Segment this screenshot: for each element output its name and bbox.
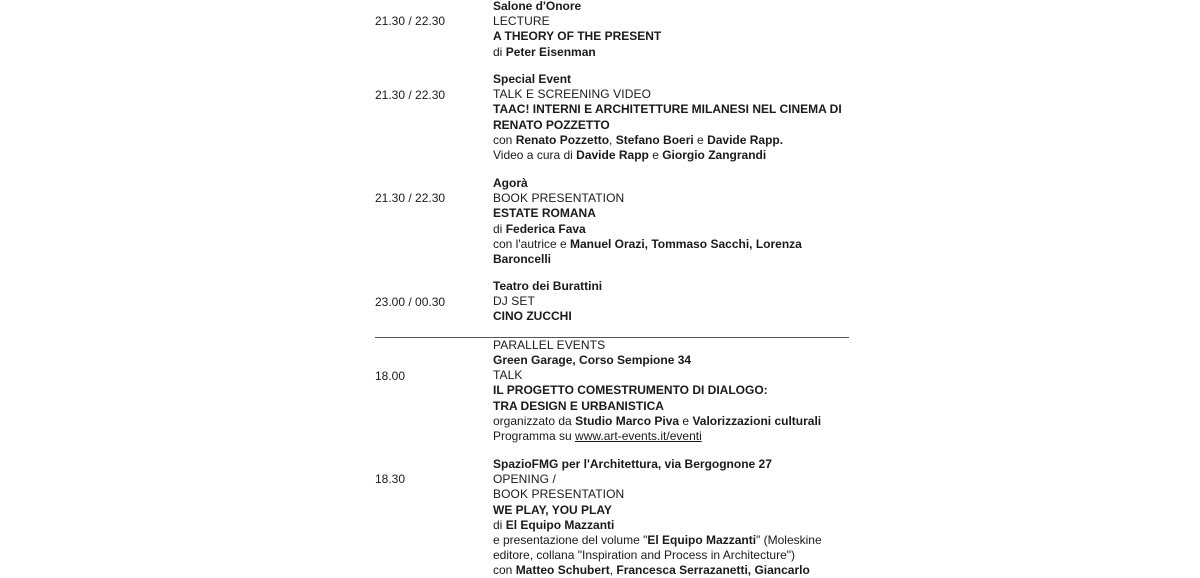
event-description-line2: editore, collana "Inspiration and Process in Architecture"): [493, 548, 796, 563]
event-details: [493, 72, 853, 163]
event-organizer: organizzato da Studio Marco Piva e Valorizzazioni culturali: [493, 413, 822, 428]
event-location: Salone d'Onore: [493, 0, 582, 13]
parallel-events-heading: PARALLEL EVENTS: [493, 338, 606, 352]
event-type: TALK E SCREENING VIDEO: [493, 87, 652, 102]
event-type: DJ SET: [493, 294, 535, 309]
event-details: [493, 457, 853, 578]
event-title: ESTATE ROMANA: [493, 206, 596, 221]
event-time: 21.30 / 22.30: [375, 88, 446, 102]
event-type: TALK: [493, 368, 523, 383]
event-title-line1: TAAC! INTERNI E ARCHITETTURE MILANESI NEL CINEMA DI: [493, 102, 842, 117]
event-author: di Federica Fava: [493, 221, 586, 236]
event-location: Green Garage, Corso Sempione 34: [493, 353, 692, 367]
event-location: Teatro dei Burattini: [493, 279, 603, 293]
event-time: 18.00: [375, 369, 406, 383]
event-location: Agorà: [493, 176, 528, 190]
event-details: [493, 176, 853, 267]
event-guests: con Renato Pozzetto, Stefano Boeri e Davide Rapp.: [493, 132, 784, 147]
event-author: di El Equipo Mazzanti: [493, 517, 615, 532]
event-time: 21.30 / 22.30: [375, 14, 446, 28]
event-video-credits: Video a cura di Davide Rapp e Giorgio Zangrandi: [493, 148, 767, 163]
event-title-line1: IL PROGETTO COMESTRUMENTO DI DIALOGO:: [493, 383, 768, 398]
event-location: Special Event: [493, 72, 572, 86]
event-type: LECTURE: [493, 14, 550, 29]
event-title-line2: TRA DESIGN E URBANISTICA: [493, 398, 664, 413]
event-time: 21.30 / 22.30: [375, 191, 446, 205]
event-guests: con Matteo Schubert, Francesca Serrazanetti, Giancarlo: [493, 563, 810, 578]
event-guests: con l'autrice e Manuel Orazi, Tommaso Sacchi, Lorenza: [493, 236, 802, 251]
event-details: [493, 0, 853, 60]
event-type-line2: BOOK PRESENTATION: [493, 487, 625, 502]
event-title-line2: RENATO POZZETTO: [493, 117, 610, 132]
event-details: [493, 279, 853, 325]
event-description-line1: e presentazione del volume "El Equipo Mazzanti" (Moleskine: [493, 533, 822, 548]
event-time: 23.00 / 00.30: [375, 295, 446, 309]
event-details: [493, 353, 853, 444]
event-type: BOOK PRESENTATION: [493, 191, 625, 206]
program-link[interactable]: www.art-events.it/eventi: [575, 429, 702, 444]
event-guests-cont: Baroncelli: [493, 252, 552, 267]
event-title: A THEORY OF THE PRESENT: [493, 29, 662, 44]
event-title: CINO ZUCCHI: [493, 309, 572, 324]
event-program: Programma su www.art-events.it/eventi: [493, 429, 702, 444]
event-author: di Peter Eisenman: [493, 44, 596, 59]
event-type-line1: OPENING /: [493, 472, 556, 487]
parallel-heading-block: [493, 338, 853, 353]
event-time: 18.30: [375, 472, 406, 486]
event-location: SpazioFMG per l'Architettura, via Bergognone 27: [493, 457, 772, 471]
event-title: WE PLAY, YOU PLAY: [493, 502, 612, 517]
